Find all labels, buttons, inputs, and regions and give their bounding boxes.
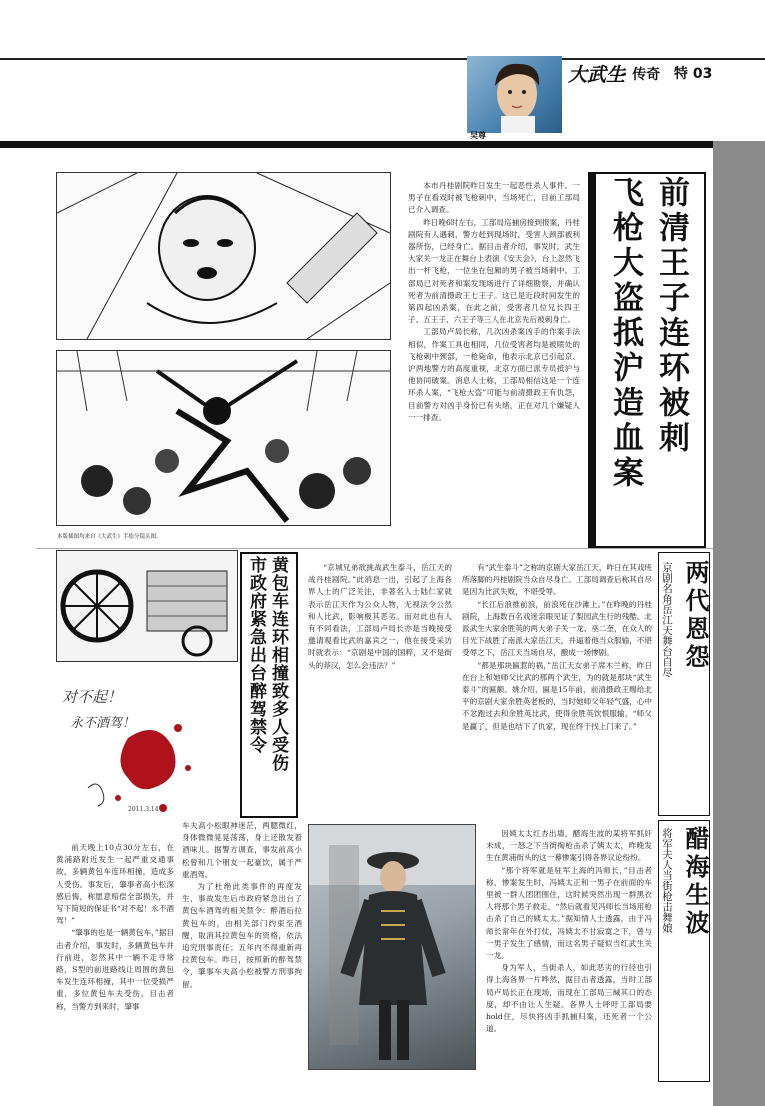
sketch-illustration-face bbox=[56, 172, 391, 340]
car-story-column-a bbox=[56, 842, 174, 1013]
paragraph: 前天晚上10点30分左右，在黄浦路附近发生一起严重交通事故，多辆黄包车连环相撞，造成多人受伤。事发后，肇事者高小松深感后悔，称愿意赔偿全部损失，并写下简短的保证书“对不起！永不酒驾！” bbox=[56, 843, 174, 926]
right-margin-bar bbox=[713, 141, 765, 1106]
page-number: 特 03 bbox=[674, 66, 713, 82]
car-story-column-b bbox=[182, 820, 302, 991]
sea-headline: 醋海生波 bbox=[681, 826, 709, 938]
general-photo bbox=[308, 824, 476, 1070]
headline-accent-bar bbox=[588, 172, 596, 548]
apology-line2: 永不酒驾！ bbox=[70, 716, 136, 731]
paragraph: 昨日晚6时左右，工部局巡捕房接到报案，丹桂剧院有人遇刺，警方赶到现场时，受害人颈部被利器所伤，已经身亡。据目击者介绍，事发时，武生大家关一龙正在舞台上表演《安天会》，台上忽然飞出一杆飞枪，一位坐在包厢的男子被当场刺中。工部局已对死者和案发现场进行了详细勘察，并确认死者为前清摄政王七王子。这已是近段时间发生的第四起凶杀案，在此之前，受害者几位兄长四王子、五王子、六王子等三人在北京先后被刺身亡。 bbox=[408, 217, 580, 325]
top-rule bbox=[0, 58, 765, 60]
apology-date: 2011.3.14 bbox=[128, 806, 159, 813]
paragraph: 因姨太太红杏出墙，醋海生波的某将军抓奸未成，一怒之下当街掏枪击杀了姨太太，昨晚发生在黄浦街头的这一幕惨案引得各界议论纷纷。 bbox=[486, 829, 652, 863]
portrait-name: 吴尊 bbox=[470, 131, 486, 140]
sea-story-body bbox=[486, 828, 652, 1035]
car-headline-line2: 市政府紧急出台醉驾禁令 bbox=[246, 556, 266, 754]
sea-subheadline: 将军夫人当街枪击舞娘 bbox=[661, 828, 673, 933]
apology-note bbox=[58, 668, 194, 818]
paragraph: “肇事的也是一辆黄包车，”据目击者介绍，事发时，多辆黄包车并行前进，忽然其中一辆不走寻常路，S型的前进路线让周围的黄包车发生连环相撞，其中一位受损严重，多位黄包车夫受伤。目击者称，当警方到来时，肇事 bbox=[56, 928, 174, 1011]
actor-portrait bbox=[467, 56, 562, 133]
feud-story-column-b bbox=[462, 562, 652, 733]
section-subtitle: · 传奇 bbox=[622, 67, 661, 83]
main-headline-line1: 前清王子连环被刺 bbox=[653, 176, 689, 456]
illustration-caption: 本版插图均来自《大武生》手绘分镜头图。 bbox=[57, 534, 162, 540]
paragraph: 工部局卢局长称，几次凶杀案凶手的作案手法相似，作案工具也相同，几位受害者均是被喷处的飞枪刺中颈部，一枪毙命，他表示北京已引起京、沪两地警方的高度重视，北京方面已派专员抵沪与他协同破案。消息人士称，工部局相信这是一个连环杀人案，“飞枪大盗”可能与前清摄政王有仇怨，目前警方对凶手身份已有头绪，正在对几个嫌疑人一一排查。 bbox=[408, 327, 580, 422]
paragraph: “京城兄弟欲挑战武生泰斗，岳江天的战丹桂剧院。”此消息一出，引起了上海各界人士的广泛关注，非著名人士陆仁家就表示岳江天作为公众人物，无视法令公然和人比武，影响极其恶劣。而对此也有人有不同看法，工部局卢局长亦是当晚接受邀请观看比武的嘉宾之一，他在接受采访时就表示：“京剧是中国的国粹，又不是街头的莽汉，怎么会违法？” bbox=[308, 563, 452, 670]
feud-subheadline: 京剧名角岳江天舞台自尽 bbox=[661, 562, 673, 678]
paragraph: 有“武生泰斗”之称的京剧大家岳江天，昨日在其戏班所落脚的丹桂剧院当众自尽身亡。工部局调查后称其自尽是因为比武失败，不堪受辱。 bbox=[462, 563, 653, 597]
paragraph: 车夫高小松眼神迷茫，两腮微红，身体微微晃晃荡荡，身上还散发着酒味儿。据警方调查，事发前高小松曾和几个朋友一起豪饮，属于严重酒驾。 bbox=[182, 821, 302, 879]
sketch-illustration-crowd bbox=[56, 350, 391, 526]
paragraph: “长江后浪推前浪，前浪死在沙滩上。”在昨晚的丹桂剧院，上海数百名戏迷亲眼见证了梨园武生行的残酷。北派武生大家余胜英的两大弟子关一龙、巫二奎，在众人的目光下战胜了南派大家岳江天，并逼着他当众服输，不堪受辱之下，岳江天当场自尽，酿成一场惨剧。 bbox=[462, 599, 652, 658]
paragraph: 身为军人，当街杀人，如此恶劣的行径也引得上海各界一片哗然，据目击者透露，当时工部局卢局长正在现场，而现在工部局三缄其口的态度，却不由让人生疑。各界人士呼吁工部局要hold住，尽快将凶手抓捕归案，还死者一个公道。 bbox=[486, 963, 652, 1034]
section-logo: 大武生 bbox=[568, 64, 626, 86]
paragraph: “那个将军就是驻军上海的冯师长，”目击者称，惨案发生时，冯姨太正和一男子在前面的车里被一群人团团围住，这时候突然出现一群黑衣人将那个男子救走，“然后就看见冯师长当场用枪击杀了自己的姨太太。”据知情人士透露，由于冯师长常年在外打仗，冯姨太不甘寂寞之下，曾与一男子发生了感情，而这名男子疑似当红武生关一龙。 bbox=[486, 865, 652, 961]
car-headline-line1: 黄包车连环相撞致多人受伤 bbox=[268, 556, 288, 772]
apology-line1: 对不起！ bbox=[62, 688, 123, 706]
feud-story-column-a bbox=[308, 562, 452, 672]
main-story-body bbox=[408, 180, 580, 424]
paragraph: 本市丹桂剧院昨日发生一起恶性杀人事件。一男子在看戏时被飞枪刺中，当场死亡，目前工部局已介入调查。 bbox=[408, 181, 580, 215]
main-headline-line2: 飞枪大盗抵沪造血案 bbox=[607, 176, 643, 491]
sketch-illustration-carriage bbox=[56, 550, 238, 662]
section-divider bbox=[36, 548, 713, 549]
feud-headline: 两代恩怨 bbox=[681, 560, 709, 672]
paragraph: “都是那块匾惹的祸，”岳江天女弟子席木兰称，昨日在台上和她师父比武的那两个武生，为的就是那块“武生泰斗”的匾额。姚介绍，匾是15年前，前清摄政王赐给北平的京剧大家余胜英老板的，当时她师父年轻气盛，心中不忿跑过去和余胜英比武，使得余胜英饮恨服输，“师父是赢了，但是也结下了仇家，现在终于找上门来了。” bbox=[462, 660, 652, 731]
paragraph: 为了杜绝此类事件的再度发生，事故发生后市政府紧急出台了黄包车酒驾的相关禁令：醉酒后拉黄包车的，由相关部门约束至酒醒，取消其拉黄包车的资格，依法追究刑事责任；五年内不得重新再拉黄包车。昨日，按照新的醉驾禁令，肇事车夫高小松被警方刑事拘留。 bbox=[182, 882, 302, 989]
header-bar bbox=[0, 141, 765, 148]
